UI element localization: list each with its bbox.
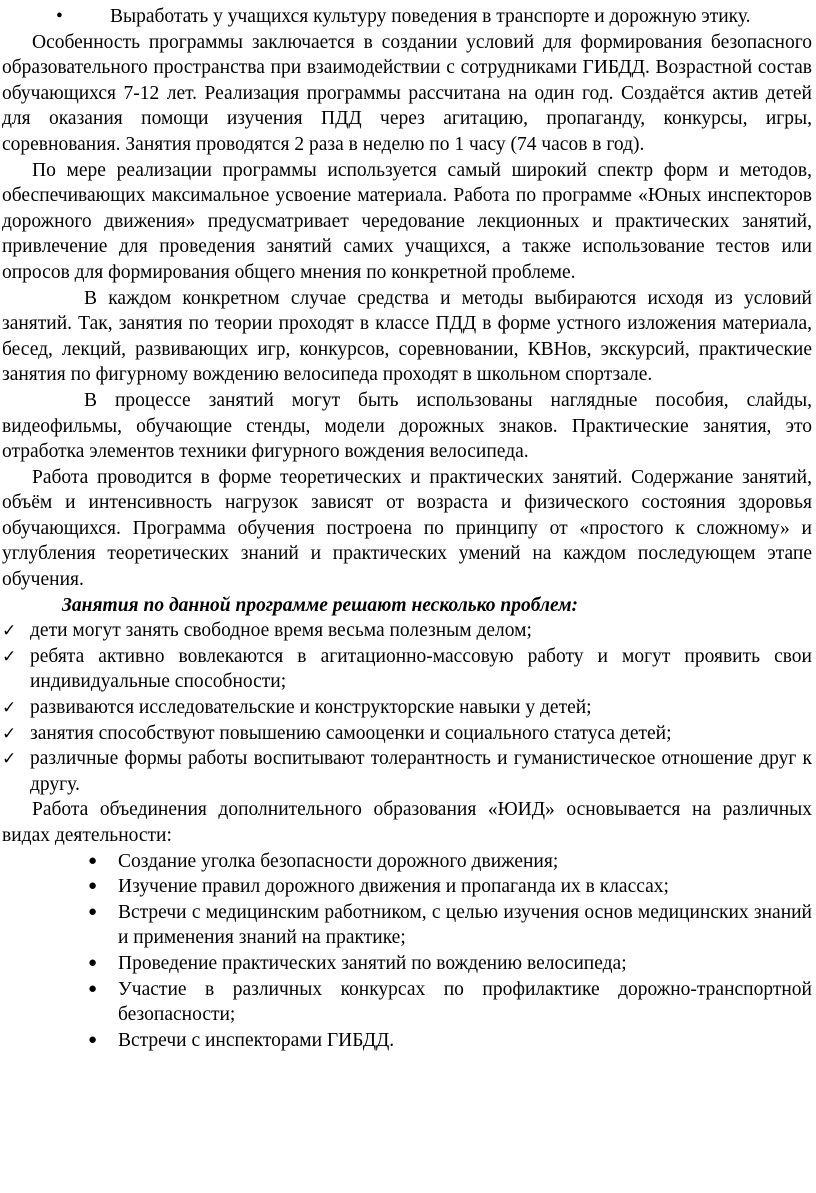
- check-icon: ✓: [2, 698, 17, 718]
- bullet-icon: ●: [88, 980, 98, 997]
- bullet-icon: ●: [88, 878, 98, 895]
- check-icon: ✓: [2, 646, 17, 666]
- list-item: ✓ дети могут занять свободное время весьма полезным делом;: [2, 618, 812, 644]
- list-item: ✓ развиваются исследовательские и конструкторские навыки у детей;: [2, 695, 812, 721]
- activities-list: [2, 849, 812, 1054]
- check-icon: ✓: [2, 749, 17, 769]
- paragraph-work-form: Работа проводится в форме теоретических и практических занятий. Содержание занятий, объём и интенсивность нагрузок зависят от возраста и физического состояния здоровья обучающихся. Программа обучения построена по принципу от «простого к сложному» и углубления теоретических знаний и практических умений на каждом последующем этапе обучения.: [2, 466, 812, 591]
- list-item: ● Встречи с инспекторами ГИБДД.: [2, 1028, 812, 1054]
- list-item: ● Создание уголка безопасности дорожного движения;: [2, 849, 812, 875]
- intro-bullet-paragraph: [2, 4, 812, 30]
- problems-heading: Занятия по данной программе решают несколько проблем:: [62, 594, 579, 616]
- intro-bullet-text: Выработать у учащихся культуру поведения в транспорте и дорожную этику.: [110, 6, 751, 27]
- list-item: ✓ ребята активно вовлекаются в агитационно-массовую работу и могут проявить свои индивидуальные способности;: [2, 645, 812, 693]
- bullet-icon: ●: [88, 903, 98, 920]
- paragraph-methods: По мере реализации программы используется самый широкий спектр форм и методов, обеспечивающих максимальное усвоение материала. Работа по программе «Юных инспекторов дорожного движения» предусматривает чередование лекционных и практических занятий, привлечение для проведения занятий самих учащихся, а также использование тестов или опросов для формирования общего мнения по конкретной проблеме.: [2, 159, 812, 283]
- check-icon: ✓: [2, 723, 17, 743]
- list-item: ● Проведение практических занятий по вождению велосипеда;: [2, 951, 812, 977]
- paragraph-features: Особенность программы заключается в создании условий для формирования безопасного образовательного пространства при взаимодействии с сотрудниками ГИБДД. Возрастной состав обучающихся 7-12 лет. Реализация программы рассчитана на один год. Создаётся актив детей для оказания помощи изучения ПДД через агитацию, пропаганду, конкурсы, игры, соревнования. Занятия проводятся 2 раза в неделю по 1 часу (74 часов в год).: [2, 31, 812, 155]
- list-item: ● Участие в различных конкурсах по профилактике дорожно-транспортной безопасности;: [88, 978, 812, 1026]
- paragraph-yuid: Работа объединения дополнительного образования «ЮИД» основывается на различных видах деятельности:: [2, 799, 812, 846]
- check-icon: ✓: [2, 621, 17, 641]
- list-item: ✓ различные формы работы воспитывают толерантность и гуманистическое отношение друг к другу.: [2, 748, 812, 795]
- bullet-icon: ●: [88, 1031, 98, 1048]
- list-item: ● Изучение правил дорожного движения и пропаганда их в классах;: [2, 874, 812, 900]
- list-item: ● Встречи с медицинским работником, с целью изучения основ медицинских знаний и применения знаний на практике;: [88, 901, 812, 949]
- list-item: ✓ занятия способствуют повышению самооценки и социального статуса детей;: [2, 721, 812, 747]
- checklist: [2, 618, 812, 797]
- paragraph-specific-cases: В каждом конкретном случае средства и методы выбираются исходя из условий занятий. Так, занятия по теории проходят в классе ПДД в форме устного изложения материала, бесед, лекций, развивающих игр, конкурсов, соревновании, КВНов, экскурсий, практические занятия по фигурному вождению велосипеда проходят в школьном спортзале.: [2, 287, 812, 386]
- bullet-icon: ●: [88, 852, 98, 869]
- bullet-icon: ●: [88, 954, 98, 971]
- paragraph-visual-aids: В процессе занятий могут быть использованы наглядные пособия, слайды, видеофильмы, обучающие стенды, модели дорожных знаков. Практические занятия, это отработка элементов техники фигурного вождения велосипеда.: [2, 389, 812, 463]
- bullet-icon: •: [56, 6, 63, 27]
